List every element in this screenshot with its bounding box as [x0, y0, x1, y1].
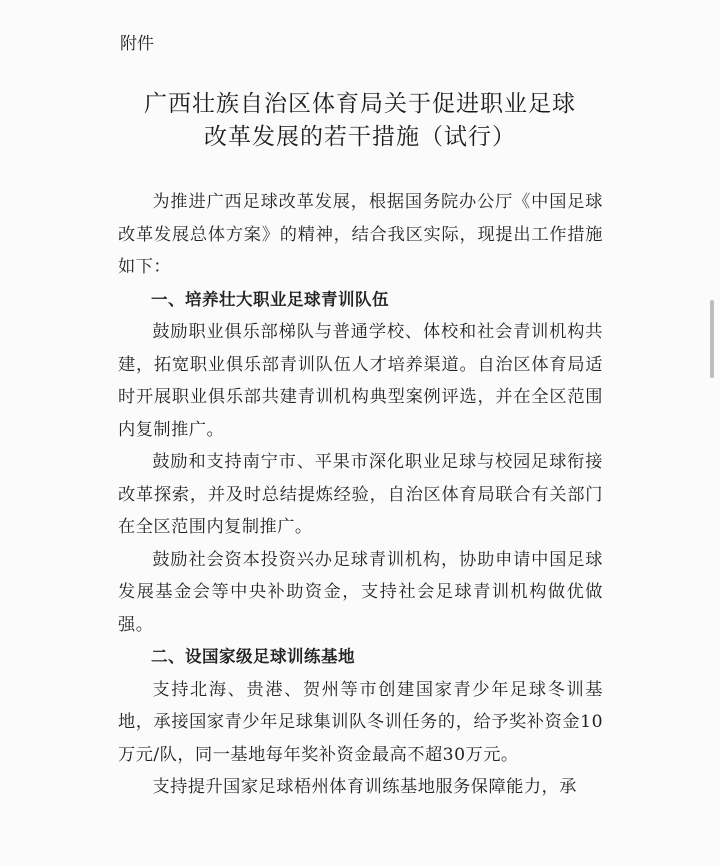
document-title	[0, 88, 720, 154]
title-line-2: 改革发展的若干措施（试行）	[204, 124, 516, 150]
paragraph: 支持提升国家足球梧州体育训练基地服务保障能力，承	[152, 777, 577, 797]
title-line-1: 广西壮族自治区体育局关于促进职业足球	[144, 91, 576, 117]
intro-paragraph: 为推进广西足球改革发展，根据国务院办公厅《中国足球改革发展总体方案》的精神，结合我区实际，现提出工作措施如下：	[118, 192, 603, 277]
paragraph: 支持北海、贵港、贺州等市创建国家青少年足球冬训基地，承接国家青少年足球集训队冬训任务的，给予奖补资金10万元/队，同一基地每年奖补资金最高不超30万元。	[118, 679, 603, 765]
paragraph: 鼓励社会资本投资兴办足球青训机构，协助申请中国足球发展基金会等中央补助资金，支持社会足球青训机构做优做强。	[118, 549, 603, 635]
paragraph: 鼓励职业俱乐部梯队与普通学校、体校和社会青训机构共建，拓宽职业俱乐部青训队伍人才培养渠道。自治区体育局适时开展职业俱乐部共建青训机构典型案例评选，并在全区范围内复制推广。	[118, 322, 603, 440]
document-body	[118, 186, 603, 804]
scrollbar-thumb[interactable]	[710, 300, 714, 378]
attachment-label: 附件	[120, 34, 154, 54]
section-heading-1: 一、培养壮大职业足球青训队伍	[151, 289, 389, 309]
paragraph: 鼓励和支持南宁市、平果市深化职业足球与校园足球衔接改革探索，并及时总结提炼经验，自治区体育局联合有关部门在全区范围内复制推广。	[118, 452, 603, 537]
section-heading-2: 二、设国家级足球训练基地	[151, 647, 355, 666]
